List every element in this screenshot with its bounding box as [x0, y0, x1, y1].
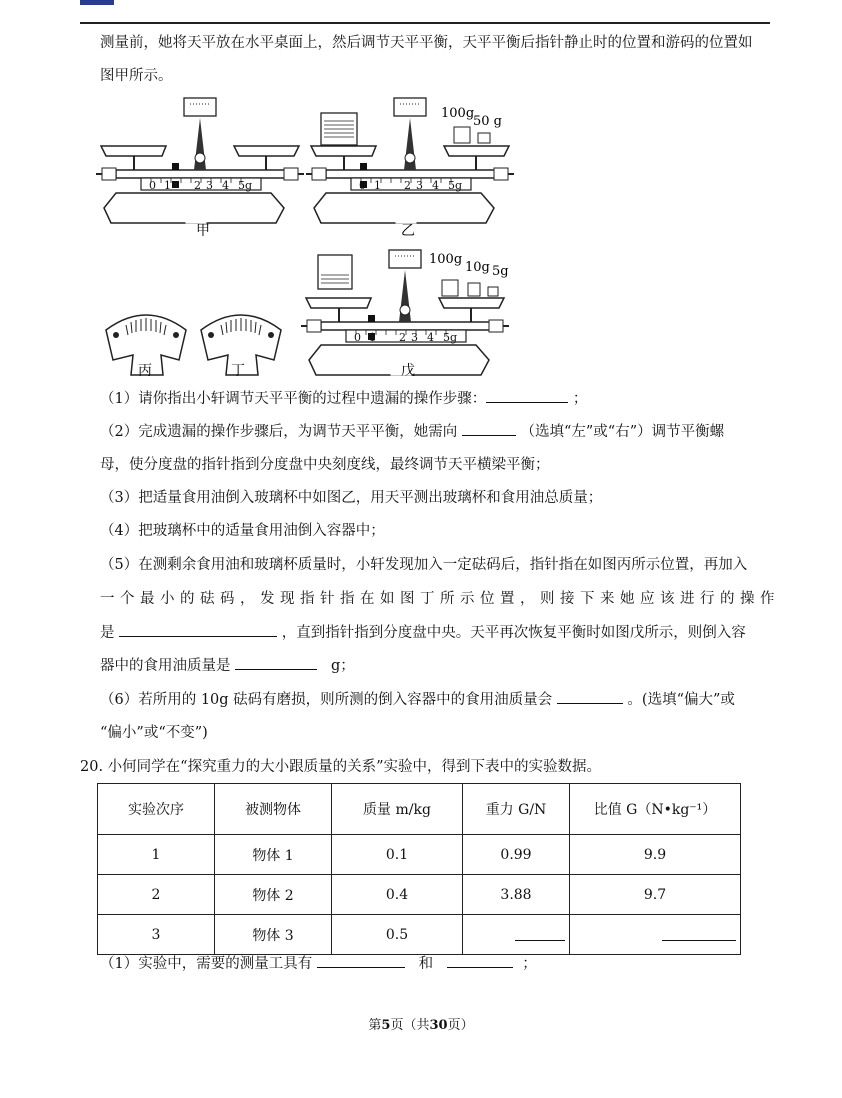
question-5-line-3: 是 ，直到指针指到分度盘中央。天平再次恢复平衡时如图戊所示，则倒入容 — [100, 617, 770, 650]
table-header: 实验次序 — [98, 784, 215, 835]
table-header: 比值 G（N•kg⁻¹） — [570, 784, 741, 835]
intro-line-2: 图甲所示。 — [100, 68, 173, 84]
label-bing: 丙 — [138, 363, 152, 379]
question-2: （2）完成遗漏的操作步骤后，为调节天平平衡，她需向 （选填“左”或“右”）调节平衡螺 — [100, 416, 770, 449]
table-header-row — [98, 784, 741, 835]
table-header: 重力 G/N — [463, 784, 570, 835]
label-yi: 乙 — [401, 223, 415, 239]
header-mark — [80, 0, 114, 5]
rider-jia — [172, 163, 179, 170]
question-20: 20. 小何同学在“探究重力的大小跟质量的关系”实验中，得到下表中的实验数据。 — [80, 759, 601, 775]
balance-figure — [96, 95, 516, 380]
answer-blank-6[interactable] — [317, 953, 405, 968]
answer-blank-4[interactable] — [235, 655, 317, 670]
question-6-line-2: “偏小”或“不变”) — [100, 725, 208, 741]
table-row: 1 物体 1 0.1 0.99 9.9 — [98, 835, 741, 875]
answer-blank-7[interactable] — [447, 953, 513, 968]
label-jia: 甲 — [196, 223, 210, 239]
question-1: （1）请你指出小轩调节天平平衡的过程中遗漏的操作步骤： ； — [100, 383, 770, 416]
table-header: 质量 m/kg — [332, 784, 463, 835]
answer-blank-2[interactable] — [462, 421, 516, 436]
question-4: （4）把玻璃杯中的适量食用油倒入容器中； — [100, 523, 385, 539]
question-3: （3）把适量食用油倒入玻璃杯中如图乙，用天平测出玻璃杯和食用油总质量； — [100, 490, 603, 506]
question-5-line-2: 一个最小的砝码，发现指针指在如图丁所示位置，则接下来她应该进行的操作 — [100, 591, 780, 607]
table-row: 2 物体 2 0.4 3.88 9.7 — [98, 875, 741, 915]
answer-blank-5[interactable] — [557, 689, 623, 704]
label-ding: 丁 — [231, 363, 245, 379]
header-rule — [80, 22, 770, 24]
answer-blank-1[interactable] — [486, 388, 568, 403]
page-footer: 第5页（共30页） — [368, 1018, 474, 1033]
question-5-line-1: （5）在测剩余食用油和玻璃杯质量时，小轩发现加入一定砝码后，指针指在如图丙所示位置，再加入 — [100, 557, 748, 573]
question-5-line-4: 器中的食用油质量是 g； — [100, 650, 770, 683]
data-table — [97, 783, 741, 955]
question-20-1: （1）实验中，需要的测量工具有 和 ； — [100, 948, 770, 981]
weight-yi-50g: 50 g — [473, 114, 502, 129]
label-wu: 戊 — [401, 363, 415, 379]
weight-wu-100g: 100g — [429, 252, 463, 267]
weight-wu-5g: 5g — [492, 264, 509, 279]
weight-yi-100g: 100g — [441, 106, 475, 121]
table-header: 被测物体 — [215, 784, 332, 835]
intro-line-1: 测量前，她将天平放在水平桌面上，然后调节天平平衡，天平平衡后指针静止时的位置和游码的位置如 — [100, 35, 753, 51]
answer-blank-3[interactable] — [119, 622, 277, 637]
table-row: 3 物体 3 0.5 — [98, 915, 741, 955]
weight-wu-10g: 10g — [465, 260, 490, 275]
question-6: （6）若所用的 10g 砝码有磨损，则所测的倒入容器中的食用油质量会 。(选填“偏大”或 — [100, 684, 770, 717]
question-2-line-2: 母，使分度盘的指针指到分度盘中央刻度线，最终调节天平横梁平衡； — [100, 457, 550, 473]
